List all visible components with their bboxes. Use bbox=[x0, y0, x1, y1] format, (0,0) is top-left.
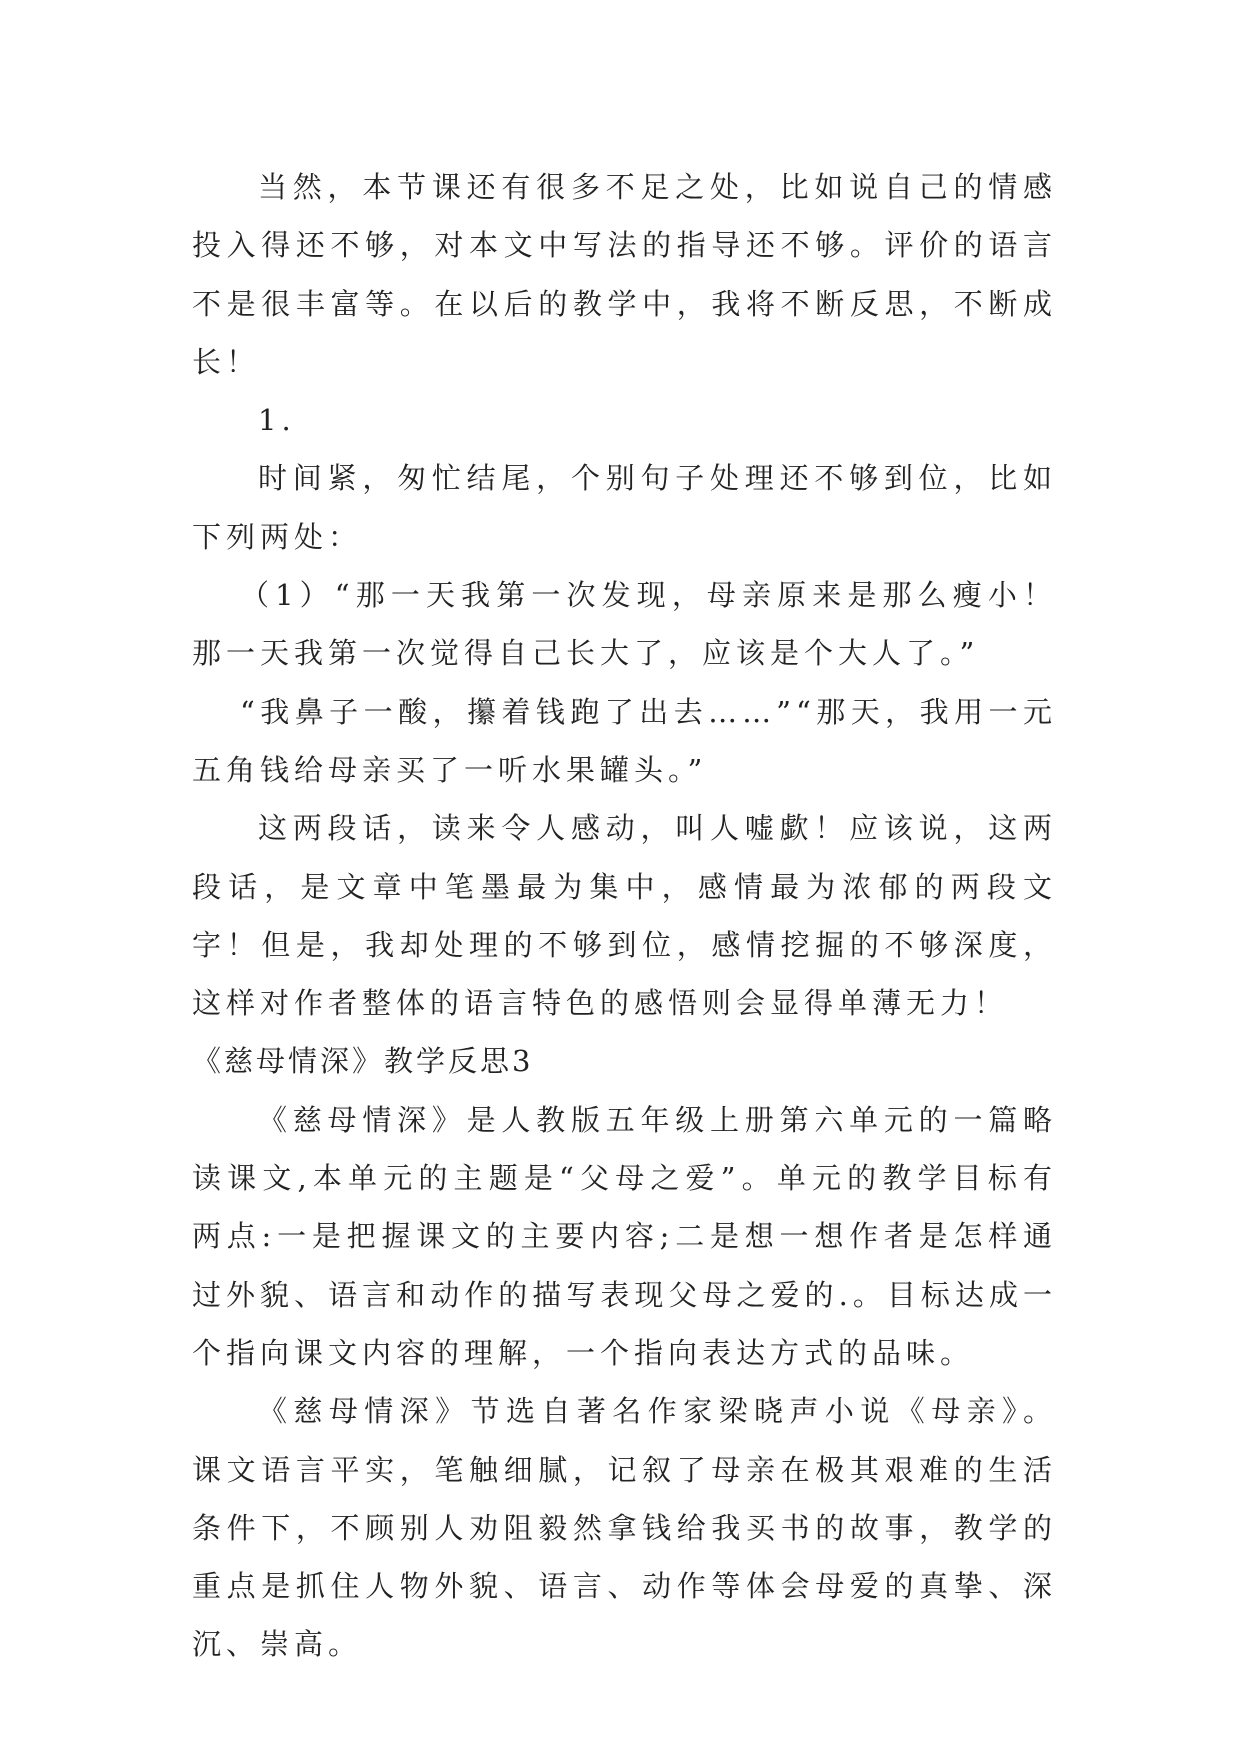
section-heading: 《慈母情深》教学反思3 bbox=[192, 1044, 534, 1079]
document-page bbox=[192, 158, 1057, 1674]
paragraph-text-intro: 《慈母情深》节选自著名作家梁晓声小说《母亲》。课文语言平实，笔触细腻，记叙了母亲在极其艰难的生活条件下，不顾别人劝阻毅然拿钱给我买书的故事，教学的重点是抓住人物外貌、语言、动作等体会母爱的真挚、深沉、崇高。 bbox=[192, 1394, 1057, 1662]
paragraph-unit-intro: 《慈母情深》是人教版五年级上册第六单元的一篇略读课文,本单元的主题是“父母之爱”。单元的教学目标有两点:一是把握课文的主要内容;二是想一想作者是怎样通过外貌、语言和动作的描写表现父母之爱的.。目标达成一个指向课文内容的理解，一个指向表达方式的品味。 bbox=[192, 1102, 1057, 1370]
paragraph-reflection-shortcomings: 当然，本节课还有很多不足之处，比如说自己的情感投入得还不够，对本文中写法的指导还不够。评价的语言不是很丰富等。在以后的教学中，我将不断反思，不断成长！ bbox=[192, 170, 1057, 379]
paragraph-analysis: 这两段话，读来令人感动，叫人嘘歔！应该说，这两段话，是文章中笔墨最为集中，感情最为浓郁的两段文字！但是，我却处理的不够到位，感情挖掘的不够深度，这样对作者整体的语言特色的感悟则会显得单薄无力！ bbox=[192, 811, 1057, 1021]
list-number: 1. bbox=[258, 403, 296, 438]
paragraph-quote-2: “我鼻子一酸，攥着钱跑了出去……”“那天，我用一元五角钱给母亲买了一听水果罐头。” bbox=[192, 694, 1057, 787]
paragraph-quote-1: （1）“那一天我第一次发现，母亲原来是那么瘦小！那一天我第一次觉得自己长大了，应该是个大人了。” bbox=[192, 578, 1057, 671]
paragraph-time-issue: 时间紧，匆忙结尾，个别句子处理还不够到位，比如下列两处： bbox=[192, 461, 1057, 554]
